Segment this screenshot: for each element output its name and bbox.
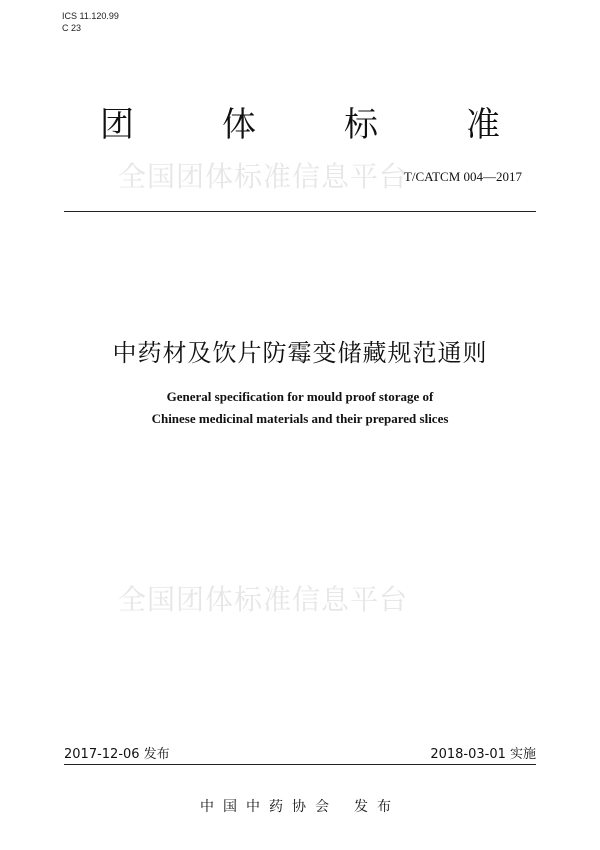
english-title-line-1: General specification for mould proof storage of (166, 389, 434, 404)
standard-number: T/CATCM 004—2017 (403, 169, 522, 184)
document-title-chinese: 中药材及饮片防霉变储藏规范通则 (112, 339, 488, 367)
header-divider (64, 211, 536, 212)
standard-type-title (100, 104, 500, 146)
title-char-3: 标 (344, 105, 378, 145)
english-title-line-2: Chinese medicinal materials and their prepared slices (151, 411, 449, 426)
title-char-2: 体 (222, 105, 256, 145)
issuer-action: 发布 (354, 799, 400, 815)
title-char-4: 准 (466, 105, 500, 145)
issuer-organization: 中国中药协会 (200, 799, 338, 815)
issue-date: 2017-12-06 发布 (64, 747, 170, 762)
watermark-middle: 全国团体标准信息平台 (118, 583, 409, 616)
classification-codes (62, 10, 119, 34)
document-title-english (0, 386, 600, 430)
ccs-code: C 23 (62, 23, 82, 33)
footer-divider (64, 764, 536, 765)
watermark-top: 全国团体标准信息平台 (118, 160, 409, 193)
ics-code: ICS 11.120.99 (62, 11, 119, 21)
title-char-1: 团 (100, 105, 134, 145)
implementation-date: 2018-03-01 实施 (430, 747, 536, 762)
issuer-line (0, 796, 600, 816)
